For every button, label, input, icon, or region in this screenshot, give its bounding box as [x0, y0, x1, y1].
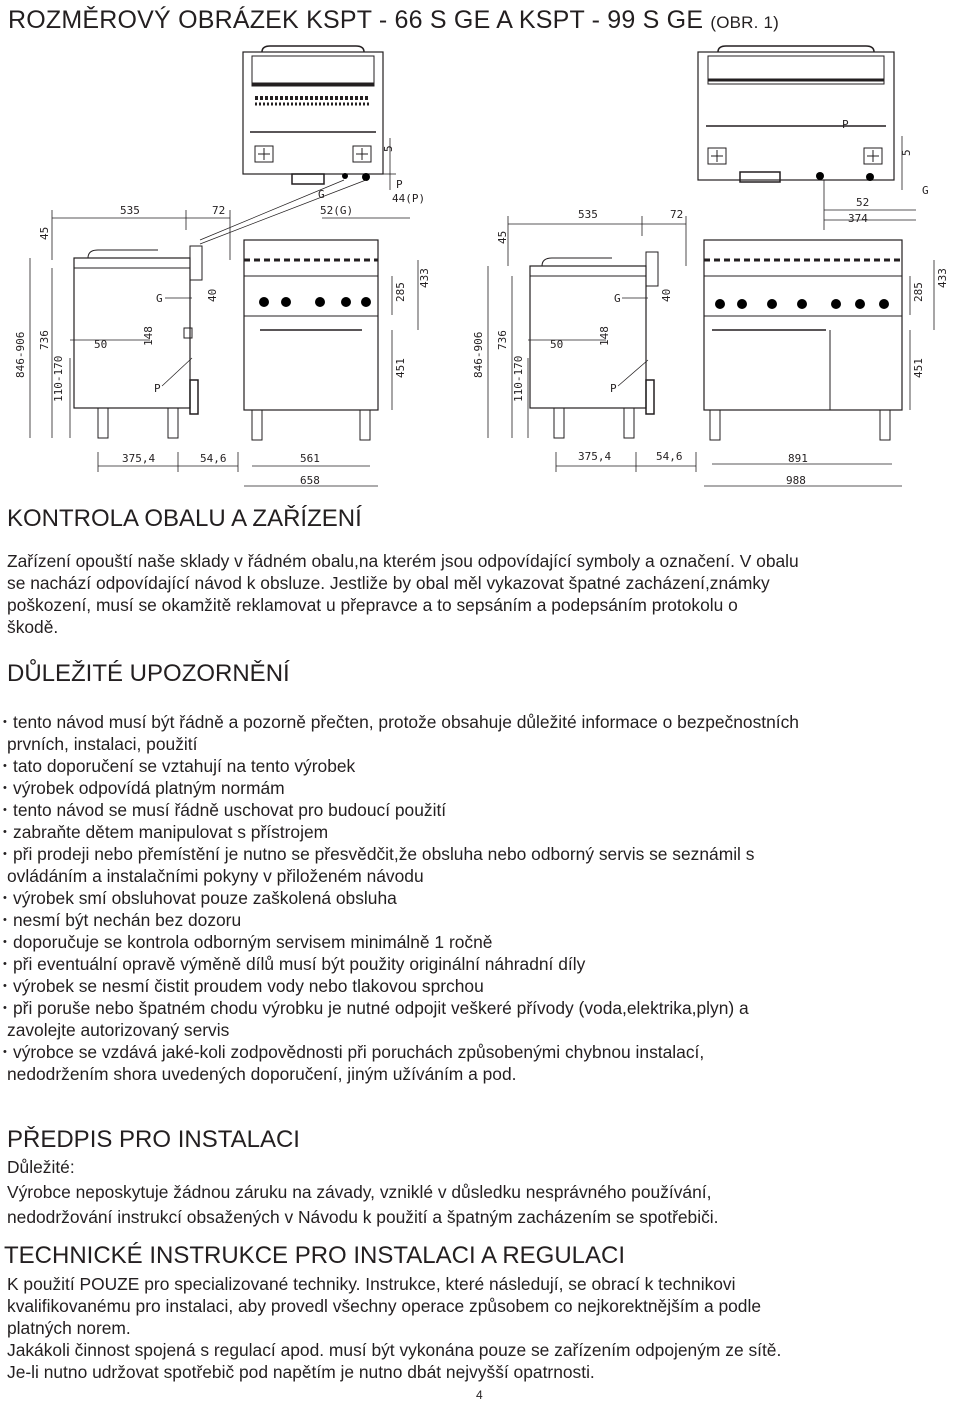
title-figure-ref: (OBR. 1) — [710, 13, 780, 32]
dimension-drawing — [0, 40, 960, 500]
top-view-left — [243, 46, 396, 190]
dim-52-right: 52 — [856, 196, 870, 209]
dim-988: 988 — [786, 474, 806, 487]
list-item: • při prodeji nebo přemístění je nutno se přesvědčit,že obsluha nebo odborný servis se seznámil s — [3, 843, 958, 865]
kontrola-line: Zařízení opouští naše sklady v řádném obalu,na kterém jsou odpovídající symboly a označení. V obalu — [7, 551, 799, 571]
dim-375-4-right: 375,4 — [578, 450, 612, 463]
dim-148-left: 148 — [142, 326, 155, 346]
dim-5-right: 5 — [900, 149, 913, 156]
page-title — [8, 6, 779, 35]
dim-375-4-left: 375,4 — [122, 452, 156, 465]
label-p-side-left: P — [154, 382, 161, 395]
dim-535-left: 535 — [120, 204, 140, 217]
upozorneni-list — [3, 711, 958, 1085]
dim-72-right: 72 — [670, 208, 684, 221]
label-g-top-left: G — [318, 188, 325, 201]
list-item-continuation: zavolejte autorizovaný servis — [7, 1020, 230, 1040]
list-item: • výrobek odpovídá platným normám — [3, 777, 958, 799]
dim-54-6-left: 54,6 — [200, 452, 227, 465]
dim-110-170-right: 110-170 — [512, 355, 525, 402]
dim-285-right: 285 — [912, 282, 925, 302]
list-item: • výrobek smí obsluhovat pouze zaškolená obsluha — [3, 887, 958, 909]
kontrola-paragraph — [7, 550, 957, 638]
technicke-line: platných norem. — [7, 1318, 131, 1338]
technicke-line: Je-li nutno udržovat spotřebič pod napětím je nutno dbát nejvyšší opatrnosti. — [7, 1362, 595, 1382]
dim-846-906-left: 846-906 — [14, 331, 27, 378]
drawing-left — [14, 46, 431, 487]
kontrola-line: škodě. — [7, 617, 59, 637]
dim-374: 374 — [848, 212, 868, 225]
dim-658: 658 — [300, 474, 320, 487]
dim-736-right: 736 — [496, 330, 509, 350]
dim-148-right: 148 — [598, 326, 611, 346]
predpis-line: Výrobce neposkytuje žádnou záruku na závady, vzniklé v důsledku nesprávného používání, — [7, 1182, 712, 1202]
heading-upozorneni: DŮLEŽITÉ UPOZORNĚNÍ — [7, 660, 290, 687]
list-item-continuation: nedodržením shora uvedených doporučení, jiným užíváním a pod. — [7, 1064, 517, 1084]
dim-45-left: 45 — [38, 226, 51, 240]
predpis-paragraph — [7, 1156, 957, 1228]
list-item: • výrobce se vzdává jaké-koli zodpovědnosti při poruchách způsobenými chybnou instalací, — [3, 1041, 958, 1063]
list-item: • zabraňte dětem manipulovat s přístrojem — [3, 821, 958, 843]
technicke-line: kvalifikovanému pro instalaci, aby provedl všechny operace způsobem co nejkorektnějším a podle — [7, 1296, 761, 1316]
dim-451-left: 451 — [394, 358, 407, 378]
technicke-paragraph — [7, 1273, 957, 1383]
dim-40-left: 40 — [206, 288, 219, 302]
technicke-line: K použití POUZE pro specializované techniky. Instrukce, které následují, se obrací k technikovi — [7, 1274, 736, 1294]
dim-50-left: 50 — [94, 338, 108, 351]
label-g-side-right: G — [614, 292, 621, 305]
label-g-top-right: G — [922, 184, 929, 197]
heading-predpis: PŘEDPIS PRO INSTALACI — [7, 1126, 300, 1153]
kontrola-line: poškození, musí se okamžitě reklamovat u přepravce a to sepsáním a podepsáním protokolu o — [7, 595, 738, 615]
dim-736-left: 736 — [38, 330, 51, 350]
dim-5-left: 5 — [382, 145, 395, 152]
dim-433-left: 433 — [418, 268, 431, 288]
front-view-left — [244, 240, 378, 440]
kontrola-line: se nachází odpovídající návod k obsluze. Jestliže by obal měl vykazovat špatné zacházení,známky — [7, 573, 770, 593]
list-item: • tato doporučení se vztahují na tento výrobek — [3, 755, 958, 777]
drawing-right — [472, 46, 949, 487]
list-item-continuation: prvních, instalaci, použití — [7, 734, 198, 754]
list-item: • tento návod musí být řádně a pozorně přečten, protože obsahuje důležité informace o bezpečnostních — [3, 711, 958, 733]
label-g-side-left: G — [156, 292, 163, 305]
list-item: • při eventuální opravě výměně dílů musí být použity originální náhradní díly — [3, 953, 958, 975]
label-p-side-right: P — [610, 382, 617, 395]
dim-72-left: 72 — [212, 204, 226, 217]
top-view-right — [698, 46, 902, 190]
heading-technicke: TECHNICKÉ INSTRUKCE PRO INSTALACI A REGULACI — [4, 1242, 626, 1269]
list-item-continuation: ovládáním a instalačními pokyny v přiloženém návodu — [7, 866, 424, 886]
dim-50-right: 50 — [550, 338, 564, 351]
list-item: • nesmí být nechán bez dozoru — [3, 909, 958, 931]
label-p-top-right: P — [842, 118, 849, 131]
predpis-subheading: Důležité: — [7, 1157, 75, 1177]
heading-kontrola: KONTROLA OBALU A ZAŘÍZENÍ — [7, 505, 362, 532]
dim-40-right: 40 — [660, 288, 673, 302]
list-item: • při poruše nebo špatném chodu výrobku je nutné odpojit veškeré přívody (voda,elektrika,plyn) a — [3, 997, 958, 1019]
dim-54-6-right: 54,6 — [656, 450, 683, 463]
list-item: • výrobek se nesmí čistit proudem vody nebo tlakovou sprchou — [3, 975, 958, 997]
front-view-right — [704, 240, 902, 440]
list-item: • doporučuje se kontrola odborným servisem minimálně 1 ročně — [3, 931, 958, 953]
page-number: 4 — [476, 1388, 483, 1402]
technicke-line: Jakákoli činnost spojená s regulací apod. musí být vykonána pouze se zařízením odpojeným ze sítě. — [7, 1340, 782, 1360]
dim-52g-left: 52(G) — [320, 204, 354, 217]
predpis-line: nedodržování instrukcí obsažených v Návodu k použití a špatným zacházením se spotřebiči. — [7, 1207, 719, 1227]
dim-561: 561 — [300, 452, 320, 465]
title-text: ROZMĚROVÝ OBRÁZEK KSPT - 66 S GE A KSPT - 99 S GE — [8, 6, 704, 34]
dim-433-right: 433 — [936, 268, 949, 288]
dim-535-right: 535 — [578, 208, 598, 221]
label-p-top-left: P — [396, 178, 403, 191]
dim-451-right: 451 — [912, 358, 925, 378]
dim-44p-left: 44(P) — [392, 192, 426, 205]
dim-110-170-left: 110-170 — [52, 355, 65, 402]
dim-891: 891 — [788, 452, 808, 465]
list-item: • tento návod se musí řádně uschovat pro budoucí použití — [3, 799, 958, 821]
dim-846-906-right: 846-906 — [472, 331, 485, 378]
dim-45-right: 45 — [496, 230, 509, 244]
dim-285-left: 285 — [394, 282, 407, 302]
